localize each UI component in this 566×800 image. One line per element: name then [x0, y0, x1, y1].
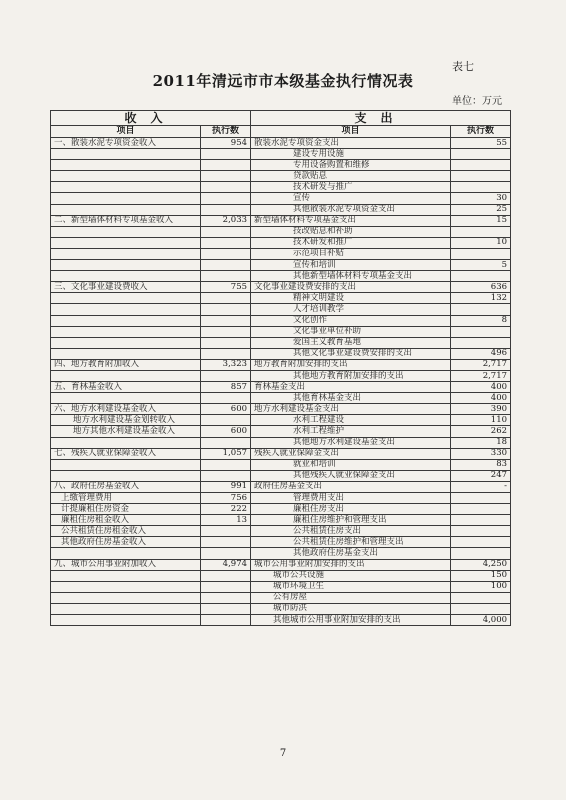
income-amount-cell: 600 [201, 404, 251, 415]
income-amount-cell [201, 271, 251, 282]
income-item-cell [51, 160, 201, 171]
expense-amount-cell: 55 [451, 138, 511, 149]
expense-item-cell: 水利工程维护 [251, 426, 451, 437]
income-amount-cell [201, 415, 251, 426]
income-amount-cell [201, 570, 251, 581]
income-item-cell: 三、文化事业建设费收入 [51, 282, 201, 293]
income-amount-cell [201, 160, 251, 171]
expense-item-cell: 其他地方水利建设基金支出 [251, 437, 451, 448]
table-row [51, 160, 511, 171]
income-item-cell: 地方水利建设基金划转收入 [51, 415, 201, 426]
income-amount-cell [201, 470, 251, 481]
income-item-cell: 其他政府住房基金收入 [51, 537, 201, 548]
table-row [51, 493, 511, 504]
income-item-cell [51, 171, 201, 182]
table-row [51, 337, 511, 348]
income-amount-cell [201, 149, 251, 160]
income-item-cell [51, 315, 201, 326]
expense-amount-cell [451, 493, 511, 504]
table-row [51, 559, 511, 570]
income-item-header: 项目 [51, 126, 201, 138]
income-item-cell: 二、新型墙体材料专项基金收入 [51, 215, 201, 226]
income-amount-cell: 755 [201, 282, 251, 293]
table-row [51, 592, 511, 603]
expense-item-cell: 爱国主义教育基地 [251, 337, 451, 348]
expense-item-cell: 城市公用事业附加安排的支出 [251, 559, 451, 570]
income-item-cell [51, 459, 201, 470]
income-item-cell [51, 326, 201, 337]
table-row [51, 215, 511, 226]
table-row [51, 448, 511, 459]
page-title: 2011年清远市市本级基金执行情况表 [152, 72, 414, 90]
expense-amount-cell: 247 [451, 470, 511, 481]
income-amount-header: 执行数 [201, 126, 251, 138]
table-row [51, 426, 511, 437]
income-item-cell: 六、地方水利建设基金收入 [51, 404, 201, 415]
expense-item-cell: 公共租赁住房支出 [251, 526, 451, 537]
income-amount-cell [201, 337, 251, 348]
expense-amount-cell: 15 [451, 215, 511, 226]
expense-item-cell: 残疾人就业保障金支出 [251, 448, 451, 459]
expense-amount-cell: 10 [451, 237, 511, 248]
fund-execution-table [50, 110, 511, 626]
income-amount-cell [201, 581, 251, 592]
expense-amount-cell [451, 171, 511, 182]
expense-item-cell: 其他残疾人就业保障金支出 [251, 470, 451, 481]
table-row [51, 548, 511, 559]
income-amount-cell [201, 603, 251, 614]
income-amount-cell [201, 348, 251, 359]
expense-item-cell: 新型墙体材料专项基金支出 [251, 215, 451, 226]
expense-amount-cell: 5 [451, 260, 511, 271]
table-tag: 表七 [452, 60, 474, 73]
expense-amount-cell [451, 149, 511, 160]
income-item-cell [51, 304, 201, 315]
expense-amount-cell [451, 515, 511, 526]
income-amount-cell: 4,974 [201, 559, 251, 570]
expense-amount-cell [451, 160, 511, 171]
expense-amount-cell [451, 326, 511, 337]
income-item-cell [51, 293, 201, 304]
income-item-cell [51, 548, 201, 559]
income-item-cell [51, 592, 201, 603]
expense-amount-cell: 25 [451, 204, 511, 215]
table-row [51, 404, 511, 415]
income-amount-cell [201, 315, 251, 326]
table-row [51, 293, 511, 304]
expense-amount-cell [451, 248, 511, 259]
income-amount-cell [201, 171, 251, 182]
income-amount-cell [201, 204, 251, 215]
income-amount-cell: 2,033 [201, 215, 251, 226]
expense-item-cell: 城市防洪 [251, 603, 451, 614]
table-row [51, 504, 511, 515]
expense-item-cell: 其他育林基金支出 [251, 393, 451, 404]
income-amount-cell [201, 592, 251, 603]
expense-amount-cell [451, 603, 511, 614]
income-item-cell: 九、城市公用事业附加收入 [51, 559, 201, 570]
expense-item-cell: 专用设备购置和维修 [251, 160, 451, 171]
table-row [51, 193, 511, 204]
expense-amount-cell: 496 [451, 348, 511, 359]
expense-header: 支出 [251, 111, 511, 126]
expense-amount-cell: 132 [451, 293, 511, 304]
income-amount-cell [201, 293, 251, 304]
page-number: 7 [279, 748, 287, 759]
expense-item-cell: 技术研发与推广 [251, 182, 451, 193]
expense-amount-cell: 2,717 [451, 359, 511, 370]
income-amount-cell [201, 237, 251, 248]
expense-amount-cell: 330 [451, 448, 511, 459]
income-item-cell [51, 204, 201, 215]
table-row [51, 615, 511, 626]
income-amount-cell [201, 304, 251, 315]
expense-amount-cell [451, 182, 511, 193]
income-header: 收入 [51, 111, 251, 126]
income-item-cell [51, 237, 201, 248]
expense-amount-cell [451, 337, 511, 348]
expense-item-cell: 城市公共设施 [251, 570, 451, 581]
income-item-cell: 廉租住房租金收入 [51, 515, 201, 526]
expense-item-cell: 地方水利建设基金支出 [251, 404, 451, 415]
expense-item-cell: 文化事业单位补助 [251, 326, 451, 337]
table-row [51, 282, 511, 293]
expense-amount-cell: 30 [451, 193, 511, 204]
income-item-cell: 上缴管理费用 [51, 493, 201, 504]
income-item-cell [51, 370, 201, 381]
expense-amount-cell [451, 526, 511, 537]
income-amount-cell [201, 548, 251, 559]
income-amount-cell [201, 526, 251, 537]
income-item-cell [51, 470, 201, 481]
expense-item-cell: 其他散装水泥专项资金支出 [251, 204, 451, 215]
expense-item-cell: 文化创作 [251, 315, 451, 326]
expense-item-cell: 廉租住房支出 [251, 504, 451, 515]
income-item-cell: 计提廉租住房资金 [51, 504, 201, 515]
expense-amount-cell: 110 [451, 415, 511, 426]
expense-amount-cell: 390 [451, 404, 511, 415]
table-row [51, 481, 511, 492]
expense-item-cell: 就业和培训 [251, 459, 451, 470]
expense-amount-cell: 636 [451, 282, 511, 293]
expense-amount-cell [451, 271, 511, 282]
expense-item-cell: 技术研发和推广 [251, 237, 451, 248]
table-row [51, 315, 511, 326]
table-row [51, 581, 511, 592]
expense-item-cell: 城市环境卫生 [251, 581, 451, 592]
table-row [51, 603, 511, 614]
expense-amount-cell: 8 [451, 315, 511, 326]
expense-item-cell: 文化事业建设费安排的支出 [251, 282, 451, 293]
income-amount-cell: 1,057 [201, 448, 251, 459]
expense-item-cell: 公共租赁住房维护和管理支出 [251, 537, 451, 548]
table-row [51, 326, 511, 337]
income-amount-cell [201, 615, 251, 626]
expense-item-cell: 建设专用设施 [251, 149, 451, 160]
table-row [51, 459, 511, 470]
expense-item-cell: 宣传和培训 [251, 260, 451, 271]
income-item-cell [51, 260, 201, 271]
table-row [51, 204, 511, 215]
income-item-cell [51, 271, 201, 282]
expense-item-cell: 其他城市公用事业附加安排的支出 [251, 615, 451, 626]
income-item-cell: 四、地方教育附加收入 [51, 359, 201, 370]
income-amount-cell [201, 459, 251, 470]
income-amount-cell [201, 226, 251, 237]
expense-amount-cell: 83 [451, 459, 511, 470]
table-row [51, 237, 511, 248]
income-item-cell: 一、散装水泥专项资金收入 [51, 138, 201, 149]
table-row [51, 304, 511, 315]
table-row [51, 138, 511, 149]
expense-item-header: 项目 [251, 126, 451, 138]
income-item-cell [51, 149, 201, 160]
income-item-cell [51, 581, 201, 592]
expense-item-cell: 精神文明建设 [251, 293, 451, 304]
expense-item-cell: 其他地方教育附加安排的支出 [251, 370, 451, 381]
income-amount-cell: 756 [201, 493, 251, 504]
table-row [51, 570, 511, 581]
income-item-cell [51, 248, 201, 259]
expense-item-cell: 公有房屋 [251, 592, 451, 603]
expense-amount-cell: 4,000 [451, 615, 511, 626]
income-amount-cell: 954 [201, 138, 251, 149]
expense-item-cell: 廉租住房维护和管理支出 [251, 515, 451, 526]
table-row [51, 149, 511, 160]
table-row [51, 182, 511, 193]
expense-item-cell: 其他新型墙体材料专项基金支出 [251, 271, 451, 282]
expense-amount-cell [451, 504, 511, 515]
expense-item-cell: 育林基金支出 [251, 382, 451, 393]
income-amount-cell: 991 [201, 481, 251, 492]
expense-amount-cell: 2,717 [451, 370, 511, 381]
expense-amount-cell: 400 [451, 393, 511, 404]
header-row-sections [51, 111, 511, 126]
income-item-cell: 八、政府住房基金收入 [51, 481, 201, 492]
table-row [51, 226, 511, 237]
expense-amount-cell [451, 226, 511, 237]
table-row [51, 260, 511, 271]
expense-item-cell: 管理费用支出 [251, 493, 451, 504]
table-row [51, 382, 511, 393]
expense-item-cell: 人才培训教学 [251, 304, 451, 315]
expense-amount-cell [451, 537, 511, 548]
table-row [51, 515, 511, 526]
income-item-cell: 地方其他水利建设基金收入 [51, 426, 201, 437]
income-item-cell [51, 393, 201, 404]
expense-amount-cell: 150 [451, 570, 511, 581]
unit-label: 单位：万元 [452, 96, 502, 107]
income-item-cell: 七、残疾人就业保障金收入 [51, 448, 201, 459]
expense-item-cell: 示范项目补贴 [251, 248, 451, 259]
expense-amount-cell [451, 304, 511, 315]
income-amount-cell [201, 370, 251, 381]
expense-amount-cell: 100 [451, 581, 511, 592]
income-amount-cell [201, 537, 251, 548]
table-row [51, 526, 511, 537]
income-item-cell [51, 437, 201, 448]
income-amount-cell: 857 [201, 382, 251, 393]
expense-amount-cell: 4,250 [451, 559, 511, 570]
expense-item-cell: 散装水泥专项资金支出 [251, 138, 451, 149]
expense-item-cell: 其他文化事业建设费安排的支出 [251, 348, 451, 359]
income-amount-cell: 3,323 [201, 359, 251, 370]
income-item-cell [51, 615, 201, 626]
income-amount-cell [201, 260, 251, 271]
table-row [51, 415, 511, 426]
income-amount-cell [201, 248, 251, 259]
table-row [51, 171, 511, 182]
expense-item-cell: 技改贴息和补助 [251, 226, 451, 237]
expense-item-cell: 宣传 [251, 193, 451, 204]
table-body [51, 111, 511, 626]
expense-amount-cell [451, 592, 511, 603]
table-row [51, 393, 511, 404]
income-item-cell [51, 570, 201, 581]
income-amount-cell [201, 393, 251, 404]
income-amount-cell: 222 [201, 504, 251, 515]
income-amount-cell: 600 [201, 426, 251, 437]
income-item-cell: 公共租赁住房租金收入 [51, 526, 201, 537]
income-item-cell [51, 337, 201, 348]
table-row [51, 437, 511, 448]
income-item-cell: 五、育林基金收入 [51, 382, 201, 393]
income-amount-cell [201, 326, 251, 337]
table-row [51, 271, 511, 282]
expense-item-cell: 水利工程建设 [251, 415, 451, 426]
income-amount-cell [201, 193, 251, 204]
income-amount-cell [201, 182, 251, 193]
income-amount-cell [201, 437, 251, 448]
income-item-cell [51, 603, 201, 614]
expense-item-cell: 其他政府住房基金支出 [251, 548, 451, 559]
expense-amount-cell [451, 548, 511, 559]
table-row [51, 348, 511, 359]
expense-amount-cell: 400 [451, 382, 511, 393]
expense-amount-cell: 262 [451, 426, 511, 437]
header-row-columns [51, 126, 511, 138]
income-item-cell [51, 348, 201, 359]
table-row [51, 248, 511, 259]
expense-item-cell: 地方教育附加安排的支出 [251, 359, 451, 370]
expense-item-cell: 贷款贴息 [251, 171, 451, 182]
income-item-cell [51, 226, 201, 237]
expense-amount-cell: - [451, 481, 511, 492]
table-row [51, 470, 511, 481]
table-row [51, 370, 511, 381]
income-item-cell [51, 193, 201, 204]
table-row [51, 359, 511, 370]
table-row [51, 537, 511, 548]
expense-amount-cell: 18 [451, 437, 511, 448]
income-amount-cell: 13 [201, 515, 251, 526]
expense-item-cell: 政府住房基金支出 [251, 481, 451, 492]
income-item-cell [51, 182, 201, 193]
expense-amount-header: 执行数 [451, 126, 511, 138]
